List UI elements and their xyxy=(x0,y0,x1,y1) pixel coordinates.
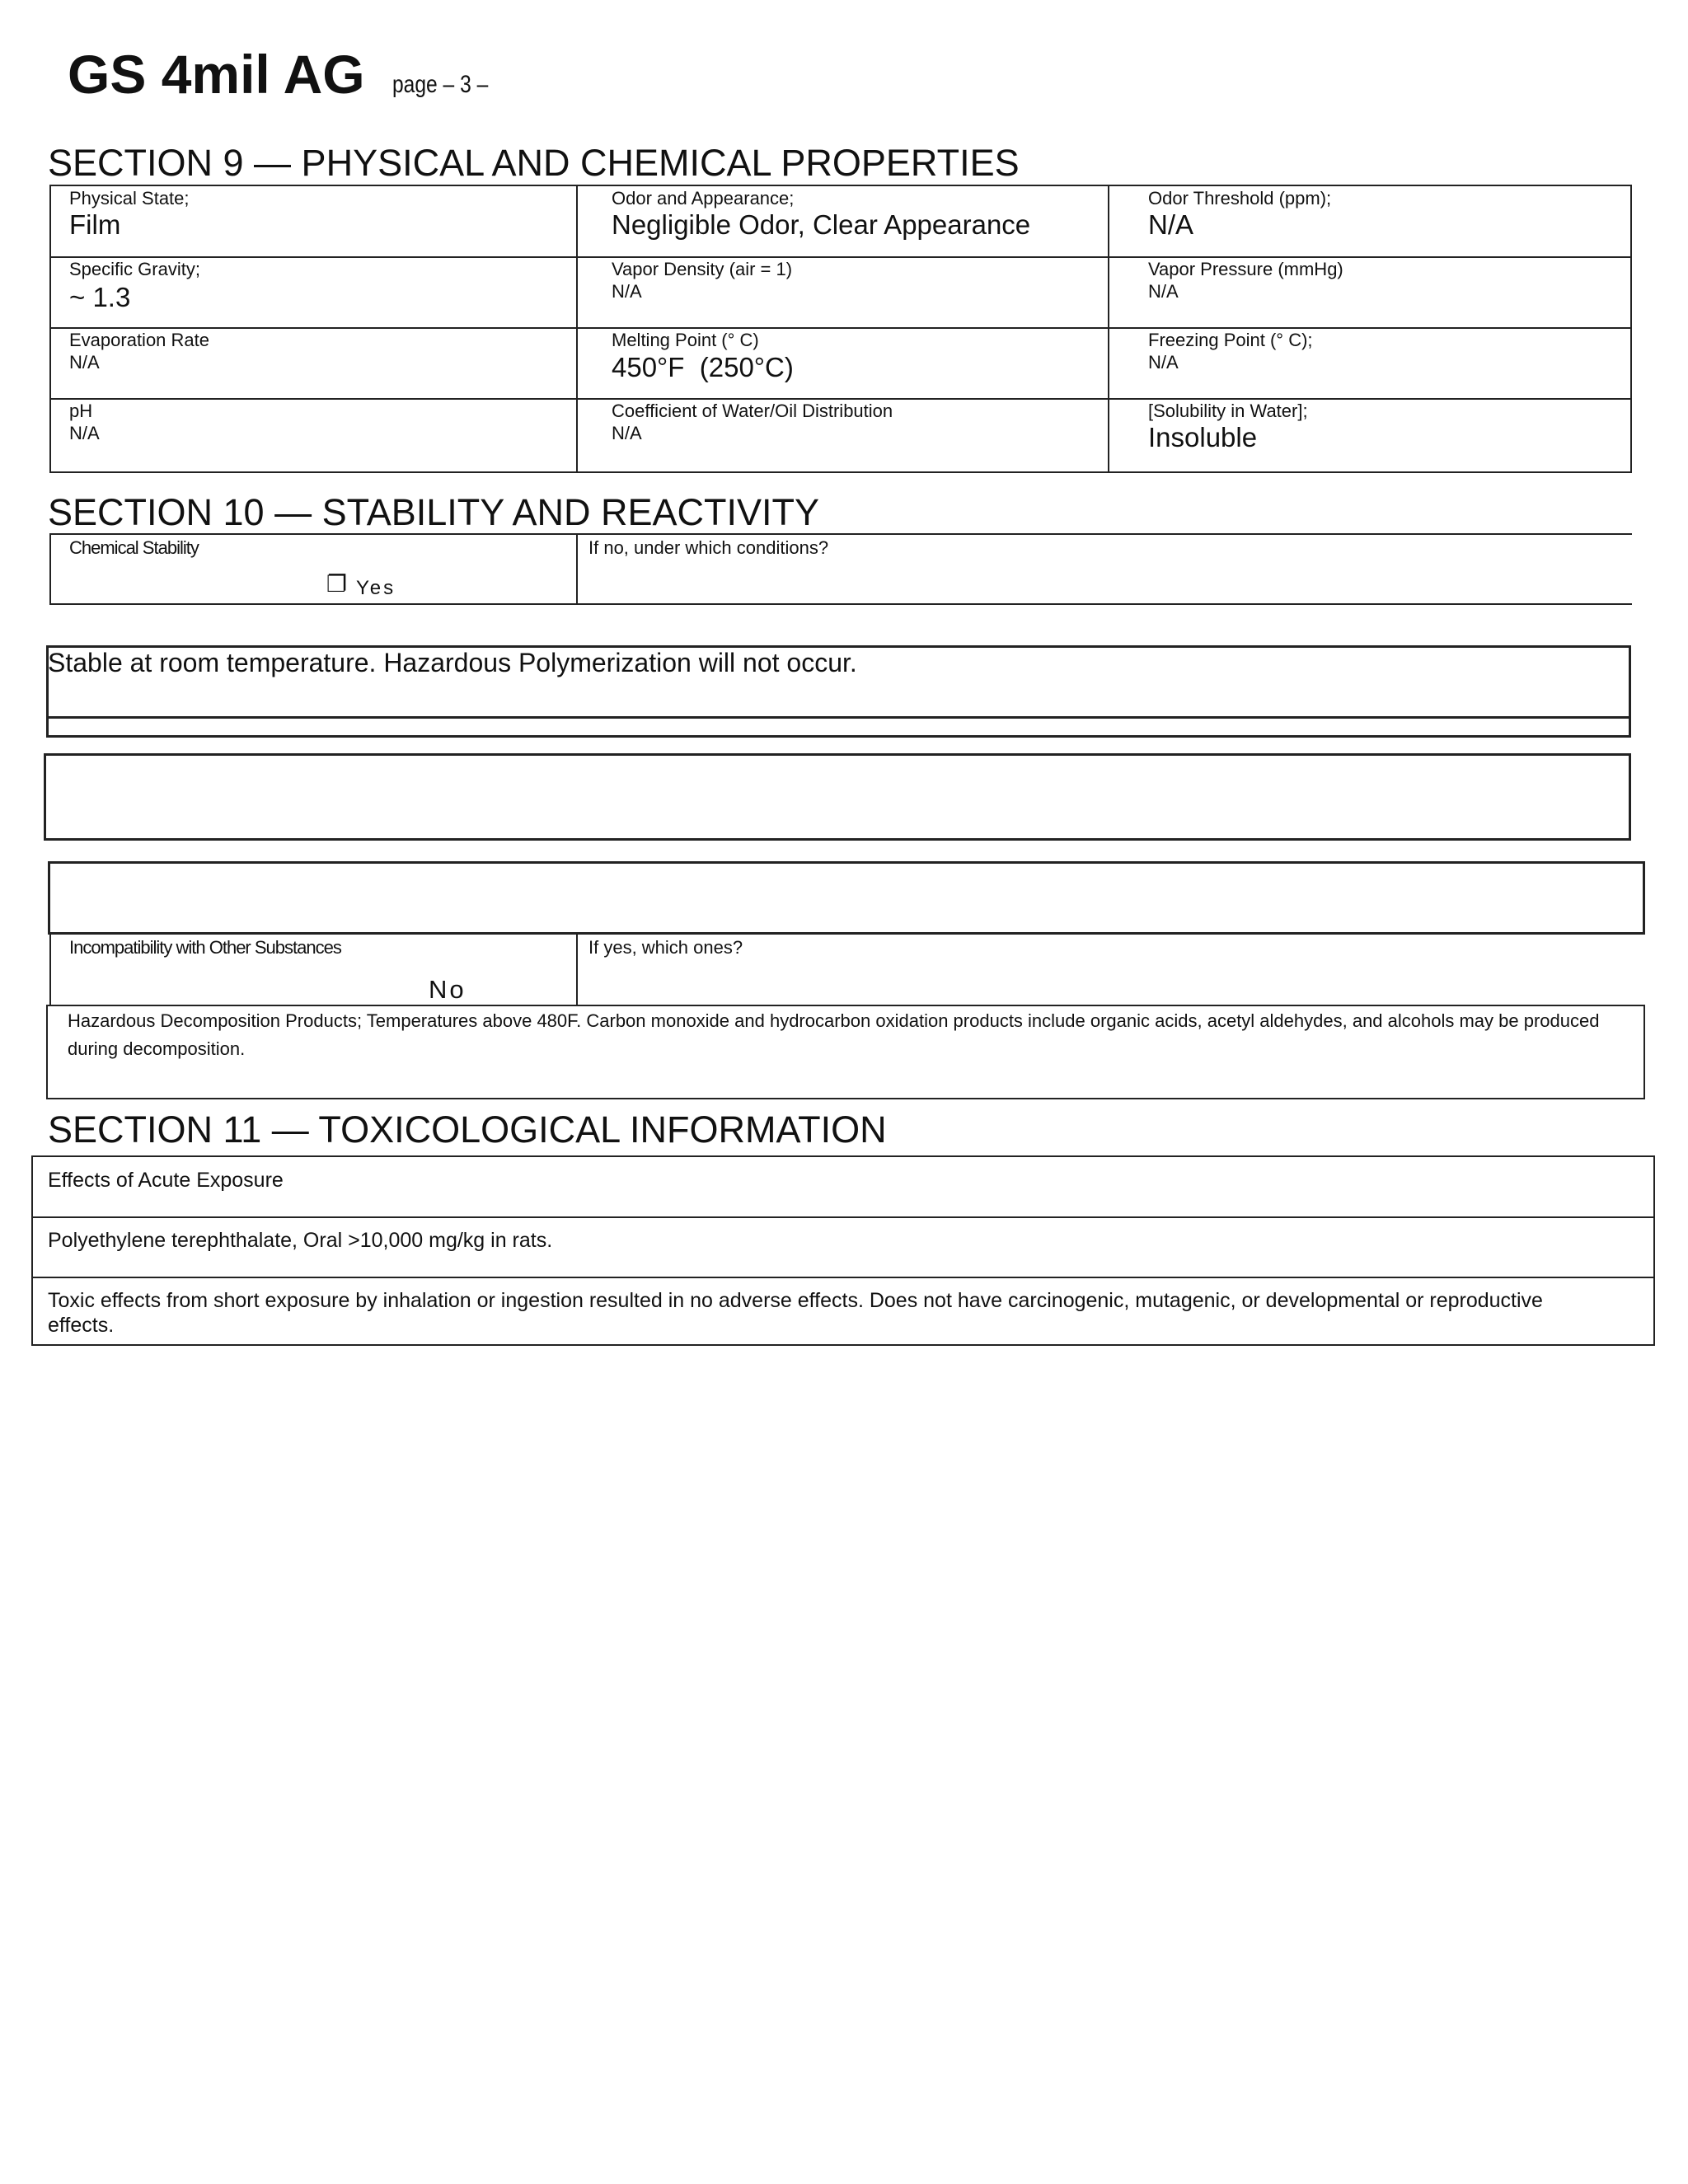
acute-exposure-label: Effects of Acute Exposure xyxy=(48,1169,284,1192)
freezing-point-value: N/A xyxy=(1148,352,1179,373)
ph-value: N/A xyxy=(69,423,100,443)
evaporation-rate-value: N/A xyxy=(69,352,100,373)
table-divider xyxy=(576,933,578,1006)
table-divider xyxy=(31,1277,1655,1278)
if-no-conditions-label: If no, under which conditions? xyxy=(588,537,829,558)
table-divider xyxy=(49,533,1632,535)
solubility-value: Insoluble xyxy=(1148,422,1258,452)
section-11-heading: SECTION 11 — TOXICOLOGICAL INFORMATION xyxy=(48,1108,887,1151)
table-divider xyxy=(49,256,1632,258)
chemical-stability-label: Chemical Stability xyxy=(69,537,199,558)
physical-state-value: Film xyxy=(69,209,121,240)
if-yes-which-label: If yes, which ones? xyxy=(588,937,743,958)
table-divider xyxy=(576,185,578,473)
toxic-effects-text: Toxic effects from short exposure by inhalation or ingestion resulted in no adverse effects. Does not have carcinogenic, mutagenic, or developmental or reproductive effects. xyxy=(48,1289,1543,1337)
incompatibility-label: Incompatibility with Other Substances xyxy=(69,937,341,958)
table-divider xyxy=(31,1216,1655,1218)
water-oil-coefficient-label: Coefficient of Water/Oil Distribution xyxy=(612,401,893,421)
checkbox-icon[interactable]: ❐ xyxy=(326,571,348,597)
table-divider xyxy=(1108,185,1109,473)
section-9-heading: SECTION 9 — PHYSICAL AND CHEMICAL PROPERTIES xyxy=(48,142,1020,184)
odor-appearance-label: Odor and Appearance; xyxy=(612,188,795,209)
melting-point-label: Melting Point (° C) xyxy=(612,330,759,350)
vapor-density-label: Vapor Density (air = 1) xyxy=(612,259,793,279)
incompatibility-value: No xyxy=(429,975,467,1004)
empty-field-box xyxy=(44,753,1631,841)
chemical-stability-value: Yes xyxy=(356,577,396,599)
water-oil-coefficient-value: N/A xyxy=(612,423,642,443)
ph-label: pH xyxy=(69,401,93,421)
vapor-pressure-label: Vapor Pressure (mmHg) xyxy=(1148,259,1343,279)
decomposition-text: Hazardous Decomposition Products; Temperatures above 480F. Carbon monoxide and hydrocarbon oxidation products include organic acids, acetyl aldehydes, and alcohols may be produced during decomposition. xyxy=(68,1010,1600,1059)
document-title: GS 4mil AG xyxy=(68,44,365,105)
table-divider xyxy=(49,603,1632,605)
table-divider xyxy=(49,398,1632,400)
vapor-density-value: N/A xyxy=(612,281,642,302)
table-divider xyxy=(46,716,1631,719)
stability-text: Stable at room temperature. Hazardous Polymerization will not occur. xyxy=(48,648,857,677)
table-divider xyxy=(49,933,51,1006)
odor-appearance-value: Negligible Odor, Clear Appearance xyxy=(612,209,1031,240)
specific-gravity-value: ~ 1.3 xyxy=(69,282,131,312)
empty-field-box xyxy=(48,861,1645,935)
melting-point-value: 450°F (250°C) xyxy=(612,352,794,382)
odor-threshold-value: N/A xyxy=(1148,209,1194,240)
page-number: page – 3 – xyxy=(392,71,489,98)
evaporation-rate-label: Evaporation Rate xyxy=(69,330,209,350)
specific-gravity-label: Specific Gravity; xyxy=(69,259,200,279)
section-10-heading: SECTION 10 — STABILITY AND REACTIVITY xyxy=(48,491,820,533)
solubility-label: [Solubility in Water]; xyxy=(1148,401,1308,421)
odor-threshold-label: Odor Threshold (ppm); xyxy=(1148,188,1332,209)
vapor-pressure-value: N/A xyxy=(1148,281,1179,302)
physical-state-label: Physical State; xyxy=(69,188,190,209)
freezing-point-label: Freezing Point (° C); xyxy=(1148,330,1313,350)
table-divider xyxy=(49,327,1632,329)
table-divider xyxy=(49,533,51,605)
acute-exposure-data: Polyethylene terephthalate, Oral >10,000 mg/kg in rats. xyxy=(48,1229,553,1252)
table-divider xyxy=(576,533,578,605)
